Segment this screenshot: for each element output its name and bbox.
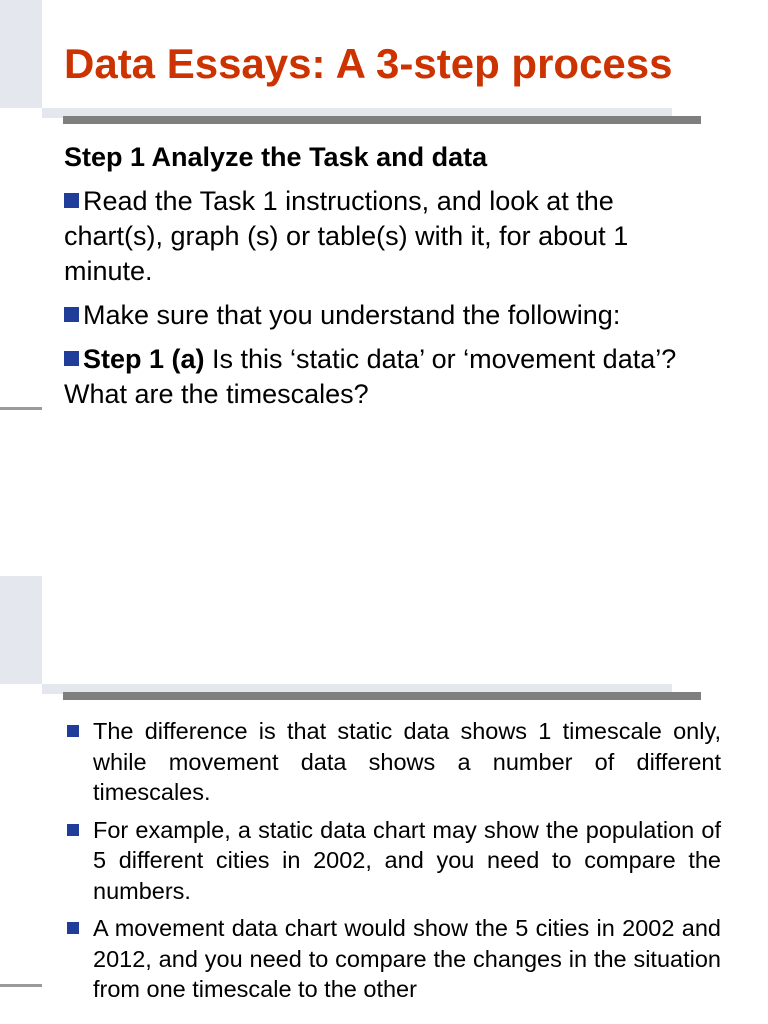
square-bullet-icon <box>64 351 79 366</box>
slide2-bullet-list <box>64 716 721 1012</box>
bullet-item <box>64 342 704 412</box>
bullet-item <box>64 298 704 333</box>
step1-heading: Step 1 Analyze the Task and data <box>64 142 488 172</box>
bullet-text: Make sure that you understand the following: <box>83 300 621 330</box>
left-accent-strip <box>0 0 42 108</box>
left-accent-strip <box>0 576 42 684</box>
bullet-bold-label: Step 1 (a) <box>83 344 205 374</box>
list-item <box>64 913 721 1005</box>
bullet-text: A movement data chart would show the 5 cities in 2002 and 2012, and you need to compare the changes in the situation from one timescale to the other <box>93 915 721 1002</box>
list-item <box>64 716 721 808</box>
square-bullet-icon <box>64 193 79 208</box>
left-accent-line <box>0 984 42 987</box>
bullet-text: The difference is that static data shows 1 timescale only, while movement data shows a number of different timescales. <box>93 718 721 805</box>
slide2-rule-dark <box>63 692 701 700</box>
bullet-text: Is this ‘static data’ or ‘movement data’? What are the timescales? <box>64 344 677 409</box>
slide1-body <box>64 140 704 421</box>
list-item <box>64 815 721 907</box>
bullet-text: For example, a static data chart may show the population of 5 different cities in 2002, and you need to compare the numbers. <box>93 816 721 904</box>
title-underline-dark <box>63 116 701 124</box>
square-bullet-icon <box>67 922 79 934</box>
square-bullet-icon <box>67 725 79 737</box>
bullet-item <box>64 184 704 289</box>
square-bullet-icon <box>67 824 79 836</box>
square-bullet-icon <box>64 307 79 322</box>
bullet-text: Read the Task 1 instructions, and look at the chart(s), graph (s) or table(s) with it, for about 1 minute. <box>64 186 629 286</box>
left-accent-line <box>0 407 42 410</box>
slide-title: Data Essays: A 3-step process <box>64 40 673 87</box>
